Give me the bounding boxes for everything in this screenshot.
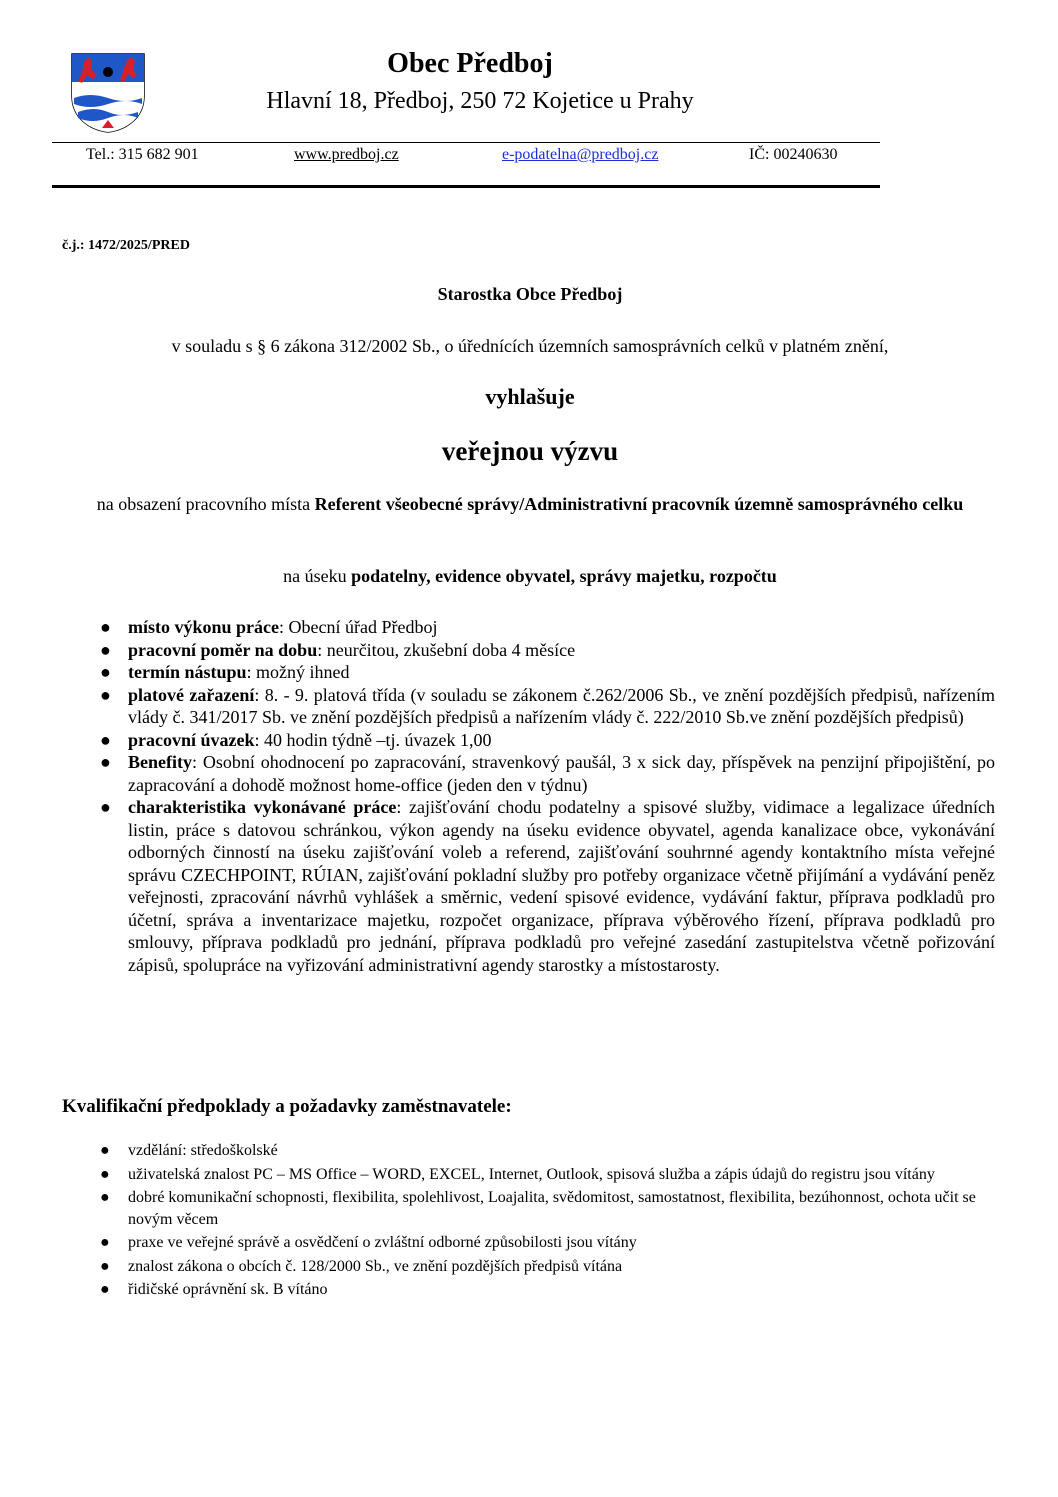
phone-number: Tel.: 315 682 901 bbox=[86, 146, 199, 163]
bullet-icon: ● bbox=[100, 1189, 110, 1206]
detail-label: termín nástupu bbox=[128, 662, 247, 682]
website-link[interactable]: www.predboj.cz bbox=[294, 146, 399, 163]
bullet-icon: ● bbox=[100, 1234, 110, 1251]
qualification-text: řidičské oprávnění sk. B vítáno bbox=[128, 1281, 328, 1298]
document-title: veřejnou výzvu bbox=[441, 436, 619, 466]
bullet-icon: ● bbox=[100, 1281, 110, 1298]
bullet-icon: ● bbox=[100, 617, 111, 637]
qualification-text: znalost zákona o obcích č. 128/2000 Sb., ve znění pozdějších předpisů vítána bbox=[128, 1257, 623, 1275]
organization-address: Hlavní 18, Předboj, 250 72 Kojetice u Prahy bbox=[266, 88, 694, 114]
list-item bbox=[100, 1256, 980, 1278]
bullet-icon: ● bbox=[100, 797, 111, 817]
list-item bbox=[100, 1187, 980, 1230]
qualification-text: vzdělání: středoškolské bbox=[128, 1142, 278, 1159]
position-prefix: na obsazení pracovního místa bbox=[96, 494, 315, 514]
coat-of-arms-icon bbox=[70, 52, 146, 134]
detail-label: pracovní úvazek bbox=[128, 729, 255, 750]
qualification-text: uživatelská znalost PC – MS Office – WORD, EXCEL, Internet, Outlook, spisová služba a zápis údajů do registru jsou vítány bbox=[128, 1165, 935, 1183]
department-name: podatelny, evidence obyvatel, správy majetku, rozpočtu bbox=[351, 566, 777, 586]
bullet-icon: ● bbox=[100, 1142, 110, 1159]
detail-text: : Obecní úřad Předboj bbox=[279, 617, 438, 637]
organization-name: Obec Předboj bbox=[387, 48, 553, 79]
bullet-icon: ● bbox=[100, 729, 111, 750]
bullet-icon: ● bbox=[100, 684, 111, 705]
legal-basis: v souladu s § 6 zákona 312/2002 Sb., o úřednících územních samosprávních celků v platném znění, bbox=[171, 336, 889, 356]
list-item bbox=[100, 729, 995, 752]
issuer-heading: Starostka Obce Předboj bbox=[437, 284, 623, 304]
qualification-text: praxe ve veřejné správě a osvědčení o zvláštní odborné způsobilosti jsou vítány bbox=[128, 1234, 637, 1251]
detail-text: : 8. - 9. platová třída (v souladu se zákonem č.262/2006 Sb., ve znění pozdějších předpisů, nařízením vlády č. 341/2017 Sb. ve znění pozdějších předpisů a nařízením vlády č. 222/2010 Sb.ve znění pozdějších předpisů) bbox=[128, 684, 996, 727]
list-item bbox=[100, 1279, 980, 1301]
department-prefix: na úseku bbox=[283, 566, 352, 586]
department-description bbox=[60, 566, 1000, 587]
bullet-icon: ● bbox=[100, 752, 111, 772]
detail-label: Benefity bbox=[128, 752, 192, 772]
detail-label: platové zařazení bbox=[128, 684, 255, 705]
bullet-icon: ● bbox=[100, 662, 111, 682]
detail-label: místo výkonu práce bbox=[128, 617, 280, 637]
list-item bbox=[100, 796, 995, 976]
qualifications-heading: Kvalifikační předpoklady a požadavky zaměstnavatele: bbox=[62, 1096, 512, 1117]
detail-label: charakteristika vykonávané práce bbox=[128, 797, 397, 817]
position-name: Referent všeobecné správy/Administrativní pracovník územně samosprávného celku bbox=[314, 494, 964, 514]
header-divider-top bbox=[52, 142, 880, 143]
list-item bbox=[100, 1140, 980, 1162]
list-item bbox=[100, 1232, 980, 1254]
announces-heading: vyhlašuje bbox=[485, 384, 575, 409]
qualification-text: dobré komunikační schopnosti, flexibilita, spolehlivost, Loajalita, svědomitost, samostatnost, flexibilita, bezúhonnost, ochota učit se novým věcem bbox=[128, 1189, 976, 1228]
detail-text: : možný ihned bbox=[246, 662, 350, 682]
email-link[interactable]: e-podatelna@predboj.cz bbox=[502, 146, 659, 163]
detail-text: : 40 hodin týdně –tj. úvazek 1,00 bbox=[254, 729, 492, 750]
bullet-icon: ● bbox=[100, 1257, 110, 1275]
list-item bbox=[100, 616, 995, 639]
list-item bbox=[100, 684, 995, 729]
header-divider-bottom bbox=[52, 185, 880, 188]
detail-text: : neurčitou, zkušební doba 4 měsíce bbox=[317, 639, 576, 660]
reference-number: č.j.: 1472/2025/PRED bbox=[62, 238, 190, 253]
position-description bbox=[60, 492, 1000, 517]
detail-text: : zajišťování chodu podatelny a spisové služby, vidimace a legalizace úředních listin, práce s datovou schránkou, výkon agendy na úseku evidence obyvatel, agenda kanalizace obce, vykonávání odborných činností na úseku zajišťování voleb a referend, zajišťování souhrnné agendy kontaktního místa veřejné správu CZECHPOINT, RÚIAN, zajišťování pokladní služby pro potřeby organizace včetně přijímání a vydávání peněz veřejnosti, zpracování návrhů vyhlášek a směrnic, vedení spisové evidence, vydávání faktur, příprava podkladů pro účetní, správa a inventarizace majetku, rozpočet organizace, příprava výběrového řízení, příprava podkladů pro smlouvy, příprava podkladů pro jednání, příprava podkladů pro veřejné zasedání zastupitelstva včetně pořizování zápisů, spolupráce na vyřizování administrativní agendy starostky a místostarosty. bbox=[128, 797, 996, 975]
detail-text: : Osobní ohodnocení po zapracování, stravenkový paušál, 3 x sick day, příspěvek na penzijní připojištění, po zapracování a dohodě možnost home-office (jeden den v týdnu) bbox=[128, 752, 995, 795]
job-details-list bbox=[100, 616, 995, 976]
bullet-icon: ● bbox=[100, 639, 111, 660]
qualifications-list bbox=[100, 1140, 980, 1303]
list-item bbox=[100, 661, 995, 684]
list-item bbox=[100, 1164, 980, 1186]
bullet-icon: ● bbox=[100, 1165, 110, 1183]
list-item bbox=[100, 751, 995, 796]
list-item bbox=[100, 639, 995, 662]
detail-label: pracovní poměr na dobu bbox=[128, 639, 318, 660]
company-id: IČ: 00240630 bbox=[749, 146, 838, 163]
